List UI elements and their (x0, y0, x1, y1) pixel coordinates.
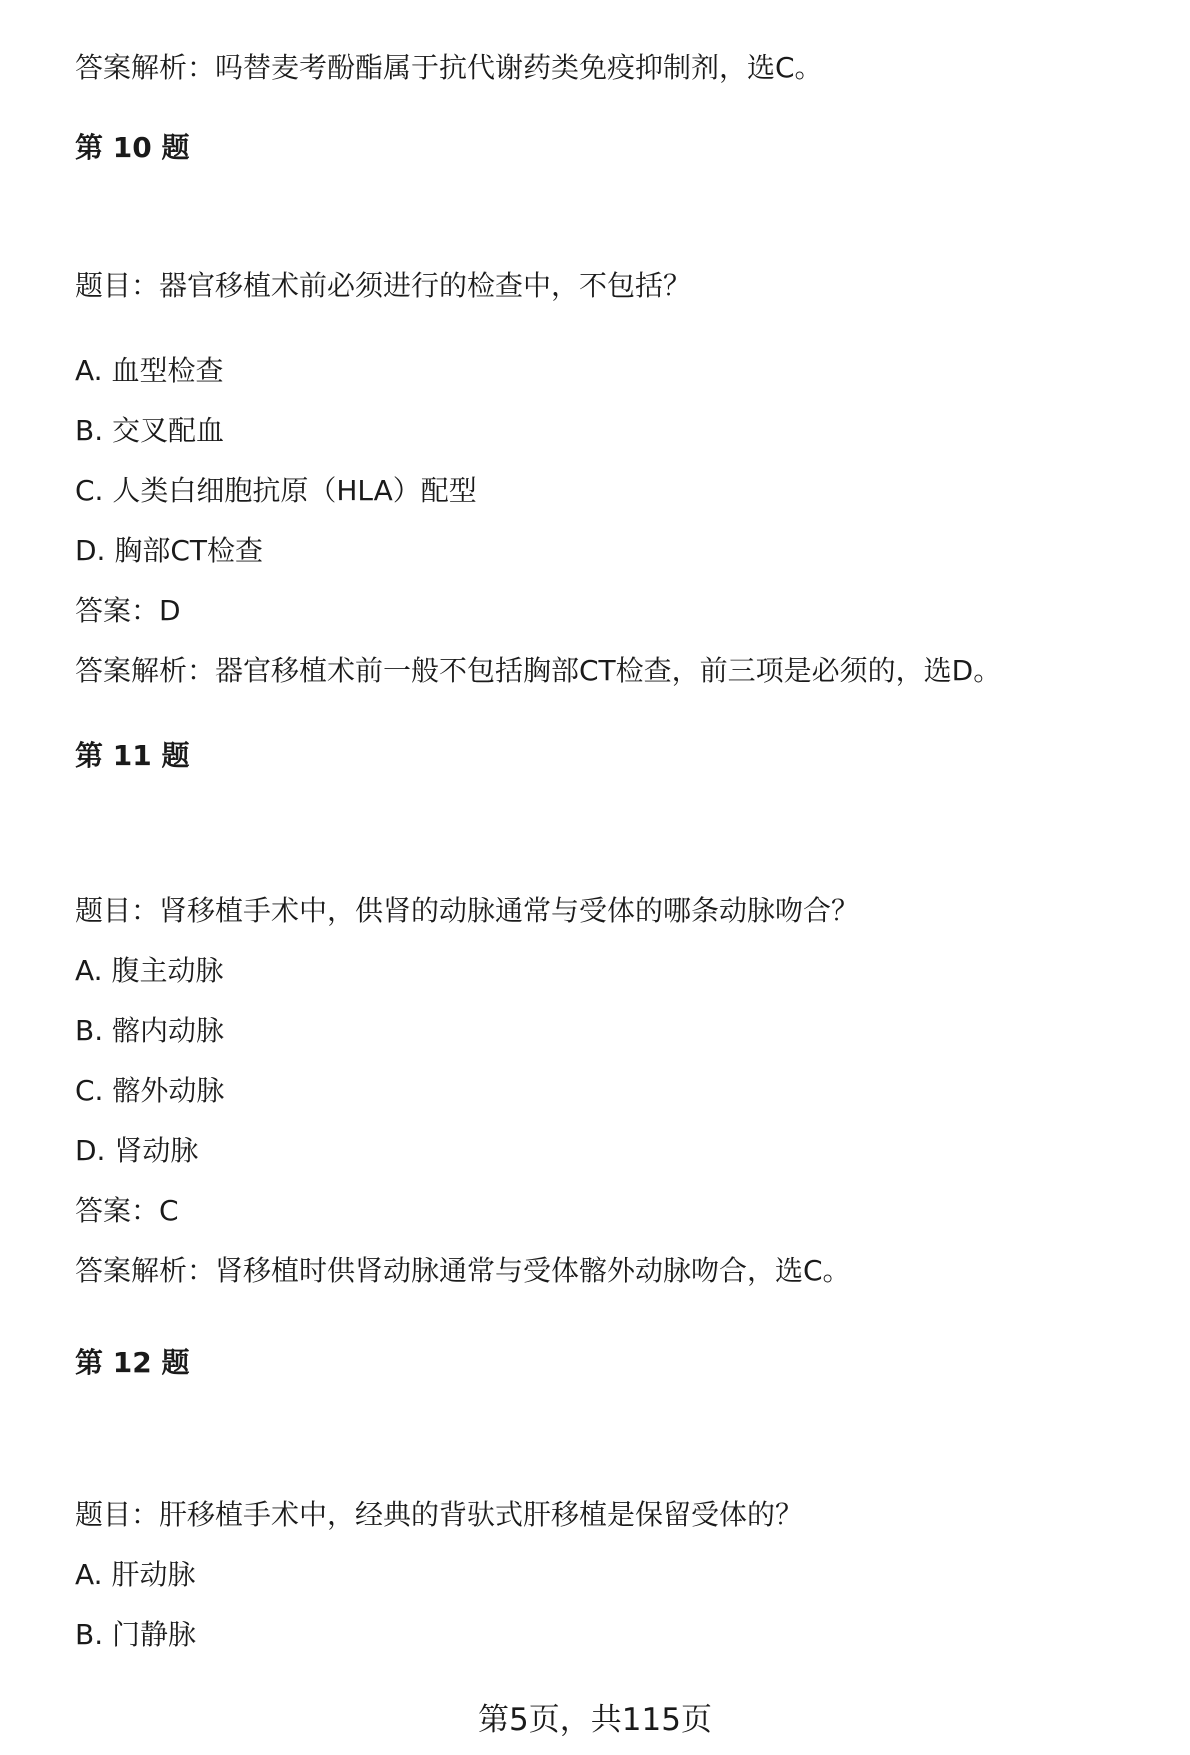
question-stem: 题目：肝移植手术中，经典的背驮式肝移植是保留受体的？ (75, 1498, 804, 1531)
option-b: B. 髂内动脉 (75, 1014, 225, 1047)
option-c: C. 人类白细胞抗原（HLA）配型 (75, 474, 477, 507)
option-a: A. 肝动脉 (75, 1558, 196, 1591)
option-b: B. 门静脉 (75, 1618, 197, 1651)
question-heading: 第 12 题 (75, 1346, 190, 1379)
page-number-footer: 第5页，共115页 (478, 1702, 712, 1738)
option-a: A. 腹主动脉 (75, 954, 224, 987)
prev-explanation: 答案解析：吗替麦考酚酯属于抗代谢药类免疫抑制剂，选C。 (75, 51, 823, 84)
question-stem: 题目：器官移植术前必须进行的检查中，不包括？ (75, 269, 692, 302)
option-d: D. 胸部CT检查 (75, 534, 264, 567)
answer: 答案：C (75, 1194, 179, 1227)
option-b: B. 交叉配血 (75, 414, 225, 447)
answer: 答案：D (75, 594, 181, 627)
answer-explanation: 答案解析：器官移植术前一般不包括胸部CT检查，前三项是必须的，选D。 (75, 654, 1002, 687)
question-heading: 第 10 题 (75, 131, 190, 164)
answer-explanation: 答案解析：肾移植时供肾动脉通常与受体髂外动脉吻合，选C。 (75, 1254, 851, 1287)
option-a: A. 血型检查 (75, 354, 224, 387)
option-c: C. 髂外动脉 (75, 1074, 225, 1107)
question-stem: 题目：肾移植手术中，供肾的动脉通常与受体的哪条动脉吻合？ (75, 894, 860, 927)
option-d: D. 肾动脉 (75, 1134, 199, 1167)
question-heading: 第 11 题 (75, 739, 190, 772)
